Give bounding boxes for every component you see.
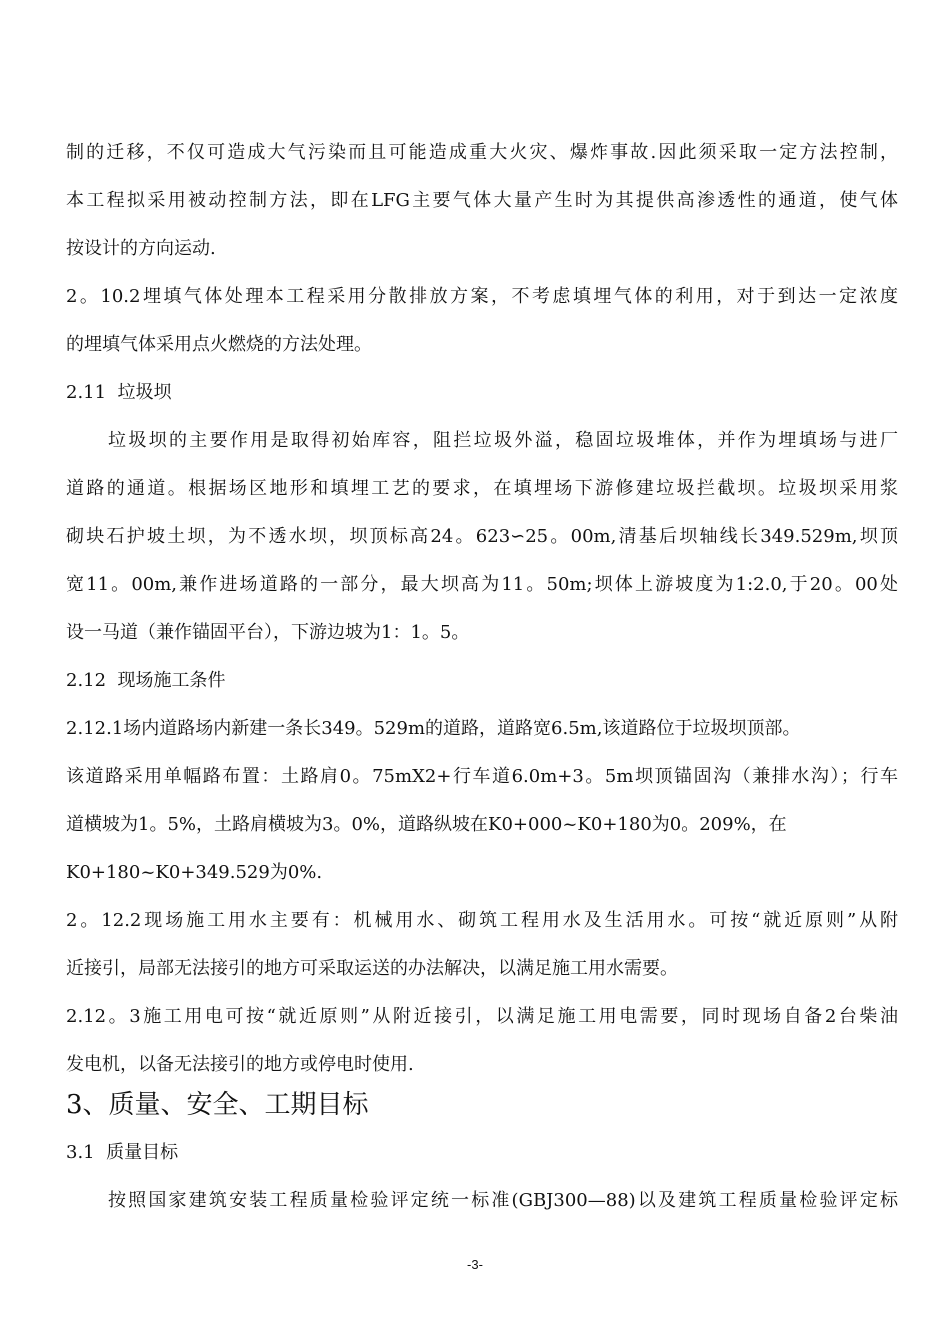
body-line: 按设计的方向运动. bbox=[66, 238, 216, 259]
page-number: -3- bbox=[467, 1257, 483, 1272]
body-line: 该道路采用单幅路布置：土路肩0。75mX2+行车道6.0m+3。5m坝顶锚固沟（兼排水沟）；行车 bbox=[66, 766, 898, 787]
body-line: 2.12。3施工用电可按“就近原则”从附近接引，以满足施工用电需要，同时现场自备2台柴油 bbox=[66, 1006, 898, 1027]
body-line: 道路的通道。根据场区地形和填埋工艺的要求，在填埋场下游修建垃圾拦截坝。垃圾坝采用浆 bbox=[66, 478, 898, 499]
body-line: 的埋填气体采用点火燃烧的方法处理。 bbox=[66, 334, 372, 355]
body-line: 道横坡为1。5%，土路肩横坡为3。0%，道路纵坡在K0+000~K0+180为0。209%，在 bbox=[66, 814, 787, 835]
body-line: 制的迁移，不仅可造成大气污染而且可能造成重大火灾、爆炸事故.因此须采取一定方法控制， bbox=[66, 142, 898, 163]
chapter-heading-3: 3、质量、安全、工期目标 bbox=[66, 1090, 369, 1120]
body-line: 发电机，以备无法接引的地方或停电时使用. bbox=[66, 1054, 414, 1075]
body-line: 2。10.2埋填气体处理本工程采用分散排放方案，不考虑填埋气体的利用，对于到达一定浓度 bbox=[66, 286, 898, 307]
body-line: 设一马道（兼作锚固平台），下游边坡为1：1。5。 bbox=[66, 622, 470, 643]
body-line: 垃圾坝的主要作用是取得初始库容，阻拦垃圾外溢，稳固垃圾堆体，并作为埋填场与进厂 bbox=[108, 430, 898, 451]
section-heading-2-11: 2.11 垃圾坝 bbox=[66, 382, 172, 403]
body-line: 2.12.1场内道路场内新建一条长349。529m的道路，道路宽6.5m,该道路位于垃圾坝顶部。 bbox=[66, 718, 801, 739]
body-line: 本工程拟采用被动控制方法，即在LFG主要气体大量产生时为其提供高渗透性的通道，使气体 bbox=[66, 190, 898, 211]
section-heading-3-1: 3.1 质量目标 bbox=[66, 1142, 179, 1163]
body-line: 砌块石护坡土坝，为不透水坝，坝顶标高24。623∽25。00m,清基后坝轴线长349.529m,坝顶 bbox=[66, 526, 898, 547]
body-line: 宽11。00m,兼作进场道路的一部分，最大坝高为11。50m;坝体上游坡度为1:2.0,于20。00处 bbox=[66, 574, 898, 595]
body-line: K0+180~K0+349.529为0%. bbox=[66, 862, 323, 883]
section-heading-2-12: 2.12 现场施工条件 bbox=[66, 670, 226, 691]
body-line: 2。12.2现场施工用水主要有：机械用水、砌筑工程用水及生活用水。可按“就近原则”从附 bbox=[66, 910, 898, 931]
body-line: 近接引，局部无法接引的地方可采取运送的办法解决，以满足施工用水需要。 bbox=[66, 958, 678, 979]
body-line: 按照国家建筑安装工程质量检验评定统一标准(GBJ300—88)以及建筑工程质量检验评定标 bbox=[108, 1190, 898, 1211]
